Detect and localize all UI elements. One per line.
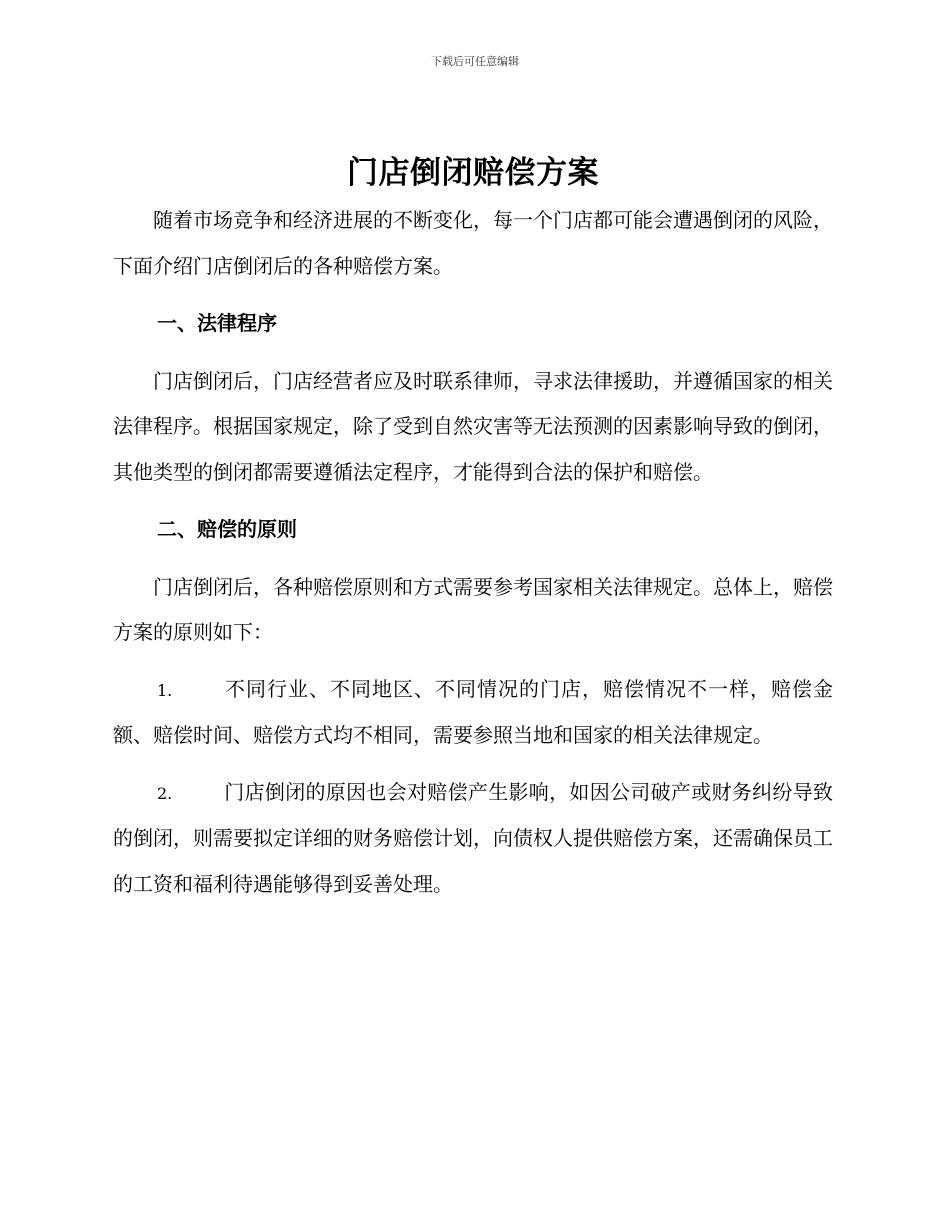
list-item [113, 667, 833, 759]
list-item-text: 不同行业、不同地区、不同情况的门店，赔偿情况不一样，赔偿金额、赔偿时间、赔偿方式均不相同，需要参照当地和国家的相关法律规定。 [113, 676, 833, 747]
list-item-text: 门店倒闭的原因也会对赔偿产生影响，如因公司破产或财务纠纷导致的倒闭，则需要拟定详细的财务赔偿计划，向债权人提供赔偿方案，还需确保员工的工资和福利待遇能够得到妥善处理。 [113, 779, 833, 896]
section-heading-legal-procedure: 一、法律程序 [157, 311, 277, 335]
section-heading-compensation-principles: 二、赔偿的原则 [157, 517, 297, 541]
section-body-compensation-principles: 门店倒闭后，各种赔偿原则和方式需要参考国家相关法律规定。总体上，赔偿方案的原则如下： [113, 574, 833, 644]
list-item [113, 770, 833, 908]
page-header: 下载后可任意编辑 [431, 55, 519, 68]
document-body [113, 148, 833, 907]
section-body-legal-procedure: 门店倒闭后，门店经营者应及时联系律师，寻求法律援助，并遵循国家的相关法律程序。根据国家规定，除了受到自然灾害等无法预测的因素影响导致的倒闭，其他类型的倒闭都需要遵循法定程序，才能得到合法的保护和赔偿。 [113, 368, 833, 484]
list-item-number: 2. [157, 783, 173, 803]
list-item-number: 1. [157, 680, 173, 700]
intro-paragraph: 随着市场竞争和经济进展的不断变化，每一个门店都可能会遭遇倒闭的风险，下面介绍门店倒闭后的各种赔偿方案。 [113, 208, 833, 278]
document-title: 门店倒闭赔偿方案 [347, 155, 599, 191]
